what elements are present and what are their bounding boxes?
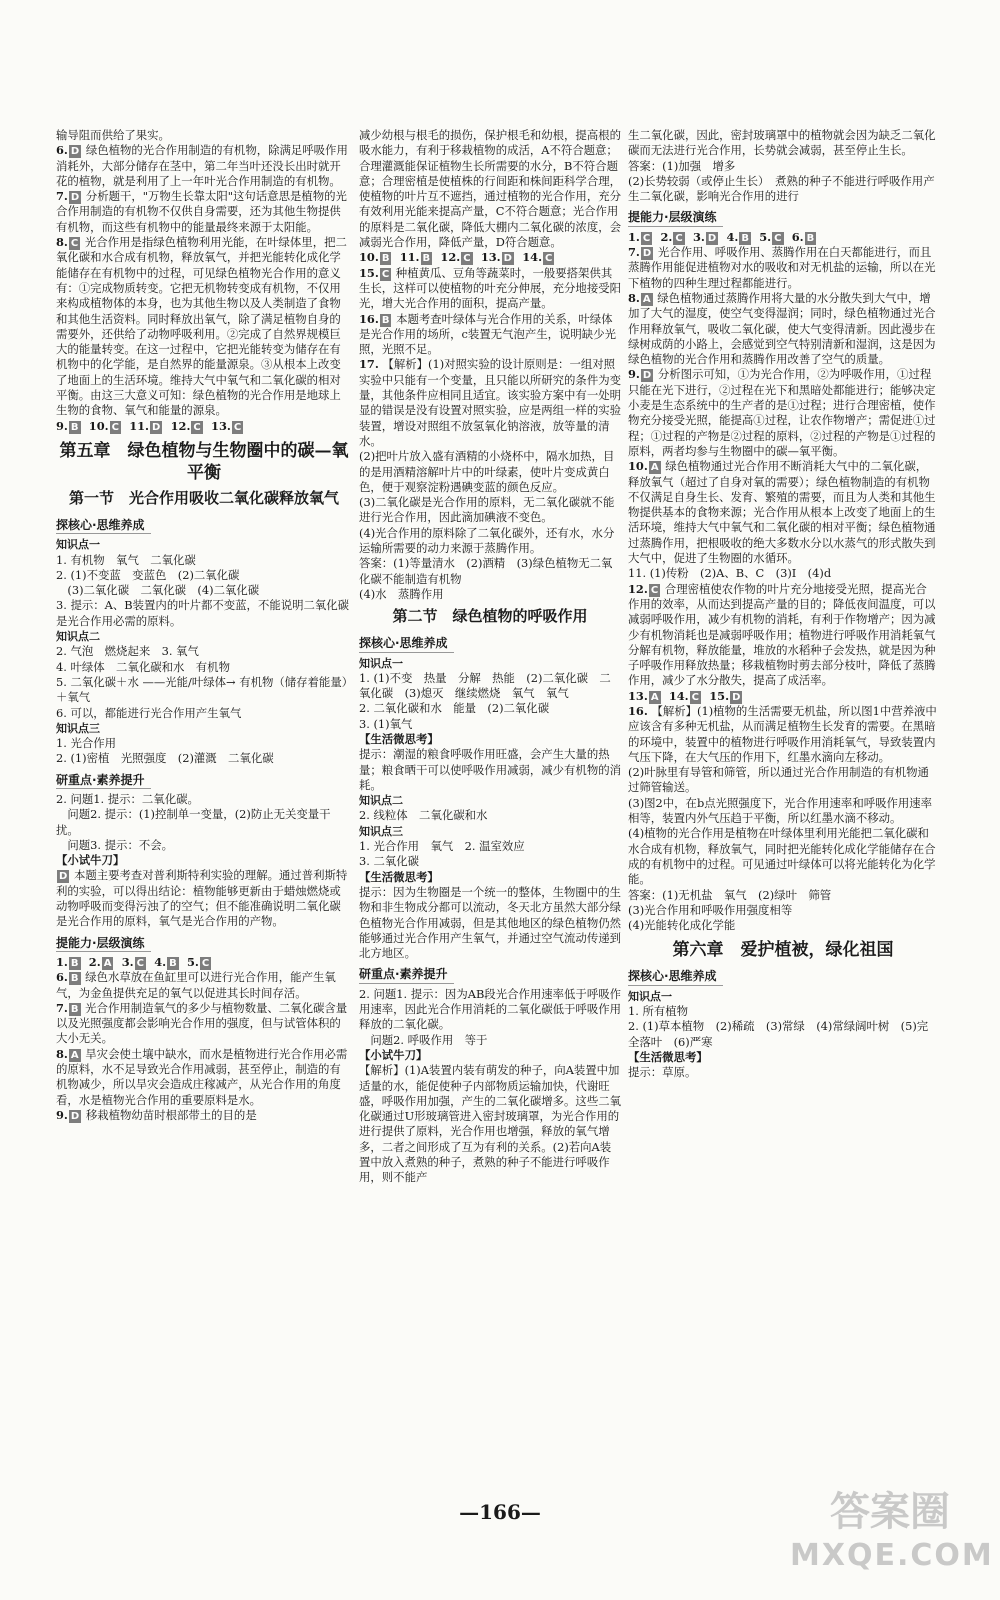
paragraph: 3. 提示：A、B装置内的叶片都不变蓝，不能说明二氧化碳是光合作用必需的原料。 — [56, 598, 350, 628]
answer-badge: A — [103, 957, 112, 969]
answer-number: 11. — [399, 250, 420, 265]
question-item — [628, 245, 938, 291]
question-item — [56, 1047, 352, 1108]
bracket-heading: 【小试牛刀】 — [359, 1047, 428, 1062]
question-explanation: 合理密植使农作物的叶片充分地接受光照，提高光合作用的效率，从而达到提高产量的目的；降低夜间温度，可以减弱呼吸作用，减少有机物的消耗，有利于作物增产；因为减少有机物消耗也是减弱呼吸作用；植物进行呼吸作用消耗氧气分解有机物，释放能量，堆放的水稻种子会发热，就是因为种子呼吸作用释放热量；移栽植物时剪去部分枝叶，降低了蒸腾作用，减少了水分散失，提高了成活率。 — [628, 581, 936, 688]
answer-number: 10. — [359, 250, 379, 265]
answer-badge: B — [70, 973, 79, 985]
bracket-heading: 【生活微思考】 — [628, 1049, 708, 1064]
question-explanation: 绿色植物的光合作用制造的有机物，除满足呼吸作用消耗外，大部分储存在茎中，第二年当叶还没长出时就开花的植物，就是利用了上一年叶光合作用制造的有机物。 — [56, 143, 348, 188]
answer-badge: D — [503, 253, 512, 265]
answer-number: 1. — [56, 954, 68, 969]
question-explanation: 【解析】(1)植物的生活需要无机盐，所以图1中营养液中应该含有多种无机盐，从而满足植物生长发育的需要。在黑暗的环境中，装置中的植物进行呼吸作用消耗氧气，导致装置内气压下降，在大气压的作用下，红墨水滴向左移动。 (2)叶脉里有导管和筛管，所以通过光合作用制造的有机物通过筛管输送。 (3)图2中，在b点光照强度下，光合作用速率和呼吸作用速率相等，装置内外气压趋于平衡，所以红墨水滴不移动。 (4)植物的光合作用是植物在叶绿体里利用光能把二氧化碳和水合成有机物，释放氧气，同时把光能转化成化学能储存在合成的有机物中的过程。可见通过叶绿体可以将光能转化为化学能。 答案：(1)无机盐 氧气 (2)绿叶 筛管 (3)光合作用和呼吸作用强度相等 (4)光能转化成化学能 — [628, 703, 937, 933]
question-number: 9. — [628, 367, 640, 382]
answer-number: 4. — [154, 954, 167, 969]
answer-row — [628, 689, 938, 704]
answer-row — [56, 955, 352, 970]
paragraph: 2. (1)草本植物 (2)稀疏 (3)常绿 (4)常绿阔叶树 (5)完全落叶 (6)严寒 — [628, 1019, 929, 1049]
paragraph: 2. 二氧化碳和水 能量 (2)二氧化碳 — [359, 701, 550, 716]
answer-badge: D — [70, 1110, 80, 1122]
answer-badge: C — [111, 421, 119, 433]
paragraph: 1. (1)不变 热量 分解 热能 (2)二氧化碳 二氧化碳 (3)熄灭 继续燃烧 氧气 氧气 — [359, 670, 611, 701]
question-explanation: 【解析】(1)对照实验的设计原则是：一组对照实验中只能有一个变量，且只能以所研究的条件为变量，其他条件应相同且适宜。该实验方案中有一处明显的错误是没有设置对照实验，应是两组一样的实验装置，增设对照组不放氢氧化钠溶液，放等量的清水。 (2)把叶片放入盛有酒精的小烧杯中，隔水加热，目的是用酒精溶解叶片中的叶绿素，使叶片变成黄白色，便于观察淀粉遇碘变蓝的颜色反应。 (3)二氧化碳是光合作用的原料，无二氧化碳就不能进行光合作用，因此滴加碘液不变色。 (4)光合作用的原料除了二氧化碳外，还有水，水分运输所需要的动力来源于蒸腾作用。 答案：(1)等量清水 (2)酒精 (3)绿色植物无二氧化碳不能制造有机物 (4)水 蒸腾作用 — [359, 357, 621, 601]
paragraph: 提示：潮湿的粮食呼吸作用旺盛，会产生大量的热量；粮食晒干可以使呼吸作用减弱，减少有机物的消耗。 — [359, 747, 621, 792]
knowledge-point-label: 知识点二 — [359, 794, 403, 808]
answer-badge: D — [70, 192, 80, 204]
answer-badge: B — [70, 1003, 79, 1015]
answer-badge: C — [675, 232, 683, 244]
paragraph: 2. 问题1. 提示：因为AB段光合作用速率低于呼吸作用速率，因此光合作用消耗的二氧化碳低于呼吸作用释放的二氧化碳。 问题2. 呼吸作用 等于 — [359, 986, 621, 1047]
section-title: 第一节 光合作用吸收二氧化碳释放氧气 — [68, 488, 339, 507]
question-number: 7. — [56, 189, 68, 204]
answer-number: 13. — [628, 688, 648, 703]
answer-number: 10. — [88, 418, 109, 433]
question-item — [56, 970, 352, 1001]
column-middle — [359, 128, 621, 1186]
question-number: 10. — [628, 459, 648, 474]
column-left — [56, 128, 352, 1123]
knowledge-point-label: 知识点三 — [56, 721, 100, 735]
answer-number: 3. — [121, 954, 134, 969]
answer-badge: A — [650, 691, 659, 703]
answer-badge: D — [59, 871, 68, 883]
knowledge-point-label: 知识点一 — [628, 989, 672, 1003]
paragraph: 2. 线粒体 二氧化碳和水 — [359, 808, 488, 823]
question-number: 8. — [628, 290, 640, 305]
answer-row — [628, 230, 938, 245]
question-explanation: 光合作用制造氧气的多少与植物数量、二氧化碳含量以及光照强度都会影响光合作用的强度，但与试管体积的大小无关。 — [56, 1000, 348, 1046]
paragraph: 2. (1)密植 光照强度 (2)灌溉 二氧化碳 — [56, 751, 274, 766]
bracket-heading: 【生活微思考】 — [359, 869, 439, 884]
subsection-heading: 研重点·素养提升 — [56, 773, 151, 789]
question-item — [628, 367, 938, 459]
question-item — [56, 868, 352, 929]
question-item — [56, 189, 352, 235]
answer-number: 11. — [129, 418, 150, 433]
question-explanation: 本题考查叶绿体与光合作用的关系，叶绿体是光合作用的场所，c装置无气泡产生，说明缺少光照，光照不足。 — [359, 311, 616, 357]
answer-badge: B — [70, 421, 79, 433]
answer-number: 12. — [440, 250, 461, 265]
question-item — [359, 266, 621, 312]
answer-number: 5. — [759, 229, 772, 244]
answer-badge: B — [422, 253, 431, 265]
answer-number: 12. — [170, 418, 191, 433]
paragraph: 【解析】(1)A装置内装有萌发的种子，向A装置中加适量的水，能促使种子内部物质运输加快，代谢旺盛，呼吸作用加强，产生的二氧化碳增多。这些二氧化碳通过U形玻璃管进入密封玻璃罩，为光合作用的进行提供了原料，光合作用也增强，释放的氧气增多，二者之间形成了互为有利的关系。(2)若向A装置中放入煮熟的种子，煮熟的种子不能进行呼吸作用，则不能产 — [359, 1063, 621, 1185]
question-explanation: 移栽植物幼苗时根部带土的目的是 — [85, 1107, 257, 1122]
paragraph: 5. 二氧化碳＋水 ——光能/叶绿体→ 有机物（储存着能量）＋氧气 — [56, 674, 348, 705]
question-number: 7. — [628, 245, 640, 260]
question-item — [628, 582, 938, 689]
answer-badge: C — [545, 253, 553, 265]
question-item — [56, 1001, 352, 1047]
paragraph: 1. 有机物 氧气 二氧化碳 — [56, 552, 196, 567]
question-number: 6. — [56, 143, 68, 158]
answer-number: 14. — [522, 250, 543, 265]
answer-badge: C — [642, 232, 651, 244]
answer-number: 9. — [56, 418, 68, 433]
knowledge-point-label: 知识点三 — [359, 824, 403, 838]
paragraph: 1. 所有植物 — [628, 1004, 689, 1019]
answer-number: 2. — [88, 954, 101, 969]
paragraph: 减少幼根与根毛的损伤，保护根毛和幼根，提高根的吸水能力，有利于移栽植物的成活，A不符合题意；合理灌溉能保证植物生长所需要的水分，B不符合题意；合理密植是使植株的行间距和株间距科学合理，使植物的叶片互不遮挡，通过植物的光合作用，充分有效利用光能来提高产量，C不符合题意；光合作用的原料是二氧化碳，降低大棚内二氧化碳的浓度，会减弱光合作用，降低产量，D符合题意。 — [359, 128, 621, 250]
answer-badge: B — [169, 957, 177, 969]
question-explanation: 本题主要考查对普利斯特利实验的理解。通过普利斯特利的实验，可以得出结论：植物能够更新由于蜡烛燃烧或动物呼吸而变得污浊了的空气；但不能准确说明二氧化碳是光合作用的原料，氧气是光合作用的产物。 — [56, 868, 348, 929]
paragraph: 1. 光合作用 氧气 2. 温室效应 — [359, 839, 525, 854]
answer-badge: D — [707, 232, 717, 244]
answer-badge: C — [381, 268, 390, 280]
watermark-logo: 答案圈 MXQE.COM — [790, 1489, 994, 1573]
answer-badge: C — [650, 584, 659, 596]
question-number: 7. — [56, 1000, 68, 1015]
question-explanation: 光合作用、呼吸作用、蒸腾作用在白天都能进行，而且蒸腾作用能促进植物对水的吸收和对无机盐的运输，所以在光下植物的四种生理过程都能进行。 — [628, 245, 936, 290]
question-explanation: 绿色植物通过光合作用不断消耗大气中的二氧化碳，释放氧气（超过了自身对氧的需要）；绿色植物制造的有机物不仅满足自身生长、发育、繁殖的需要，而且为人类和其他生物提供基本的食物来源；光合作用从根本上改变了地面上的生活环境，维持大气中氧气和二氧化碳的相对平衡；绿色植物通过蒸腾作用，把根吸收的绝大多数水分以水蒸气的形式散失到大气中，促进了生物圈的水循环。 — [628, 459, 936, 566]
answer-badge: B — [381, 253, 390, 265]
answer-badge: C — [233, 421, 242, 433]
paragraph: 2. 问题1. 提示：二氧化碳。 问题2. 提示：(1)控制单一变量，(2)防止无关变量干扰。 问题3. 提示：不会。 — [56, 791, 331, 852]
answer-number: 2. — [660, 229, 673, 244]
answer-badge: B — [70, 957, 79, 969]
answer-badge: C — [70, 238, 79, 250]
answer-badge: D — [152, 421, 161, 433]
answer-badge: D — [70, 146, 80, 158]
answer-badge: A — [650, 462, 659, 474]
answer-number: 4. — [726, 229, 739, 244]
question-explanation: 绿色植物通过蒸腾作用将大量的水分散失到大气中，增加了大气的湿度，使空气变得湿润；同时，绿色植物通过光合作用释放氧气，吸收二氧化碳，使大气变得清新。因此漫步在绿树成荫的小路上，会感觉到空气特别清新和湿润，这是因为绿色植物的光合作用和蒸腾作用改善了空气的质量。 — [628, 290, 936, 367]
paragraph: 11. (1)传粉 (2)A、B、C (3)Ⅰ (4)d — [628, 566, 832, 581]
answer-number: 13. — [211, 418, 231, 433]
answer-number: 6. — [791, 229, 804, 244]
knowledge-point-label: 知识点一 — [56, 538, 100, 552]
knowledge-point-label: 知识点二 — [56, 630, 100, 644]
question-item — [628, 291, 938, 367]
question-explanation: 光合作用是指绿色植物利用光能，在叶绿体里，把二氧化碳和水合成有机物，释放氧气，并把光能转化成化学能储存在有机物中的过程，可见绿色植物光合作用的意义有：①完成物质转变。它把无机物转变成有机物，不仅用来构成植物体的本身，也为其他生物以及人类制造了食物和其他生活资料。同时释放出氧气，除了满足植物自身的需要外，还供给了动物呼吸利用。②完成了自然界规模巨大的能量转变。在这一过程中，它把光能转变为储存在有机物中的化学能，是自然界的能量源泉。③从根本上改变了地面上的生活环境。维持大气中氧气和二氧化碳的相对平衡。由这三大意义可知：绿色植物的光合作用是地球上生物的食物、氧气和能量的源泉。 — [56, 235, 347, 418]
answer-badge: C — [774, 232, 782, 244]
paragraph: 3. 二氧化碳 — [359, 854, 420, 869]
answer-badge: A — [70, 1049, 79, 1061]
question-number: 8. — [56, 235, 68, 250]
page-number: —166— — [459, 1500, 541, 1524]
subsection-heading: 研重点·素养提升 — [359, 967, 454, 983]
question-item — [56, 235, 352, 419]
answer-number: 14. — [668, 688, 689, 703]
answer-number: 13. — [480, 250, 501, 265]
question-number: 17. — [359, 357, 379, 372]
question-explanation: 绿色水草放在鱼缸里可以进行光合作用，能产生氧气，为金鱼提供充足的氧气以促进其长时间存活。 — [56, 970, 336, 1000]
answer-badge: C — [201, 957, 210, 969]
question-number: 15. — [359, 265, 379, 280]
bracket-heading: 【生活微思考】 — [359, 731, 439, 746]
answer-badge: B — [381, 314, 390, 326]
answer-badge: C — [463, 253, 471, 265]
question-explanation: 种植黄瓜、豆角等蔬菜时，一般要搭架供其生长，这样可以使植物的叶充分伸展，充分地接受阳光，增大光合作用的面积，提高产量。 — [359, 265, 621, 311]
subsection-heading: 探核心·思维养成 — [628, 969, 723, 985]
column-right — [628, 128, 938, 1081]
question-explanation: 分析图示可知，①为光合作用，②为呼吸作用，①过程只能在光下进行，②过程在光下和黑暗处都能进行；能够决定小麦是生态系统中的生产者的是①过程；进行合理密植，使作物充分接受光照，能提高①过程，让农作物增产；需促进①过程；①过程的产物是②过程的原料，②过程的产物是①过程的原料，两者均参与生物圈中的碳—氧平衡。 — [628, 367, 936, 458]
paragraph: 提示：草原。 — [628, 1065, 697, 1080]
answer-number: 15. — [709, 688, 730, 703]
answer-badge: D — [642, 370, 652, 382]
paragraph: 4. 叶绿体 二氧化碳和水 有机物 — [56, 659, 230, 674]
subsection-heading: 探核心·思维养成 — [56, 518, 151, 534]
question-explanation: 旱灾会使土壤中缺水，而水是植物进行光合作用必需的原料，水不足导致光合作用减弱，甚至停止，制造的有机物减少，所以旱灾会造成庄稼减产，从光合作用的角度看，水是植物光合作用的重要原料是水。 — [56, 1046, 348, 1107]
paragraph: 6. 可以，都能进行光合作用产生氧气 — [56, 705, 242, 720]
answer-number: 3. — [693, 229, 705, 244]
chapter-title: 第六章 爱护植被，绿化祖国 — [672, 940, 894, 961]
paragraph: 生二氧化碳，因此，密封玻璃罩中的植物就会因为缺乏二氧化碳而无法进行光合作用，长势就会减弱，甚至停止生长。 答案：(1)加强 增多 (2)长势较弱（或停止生长） 煮熟的种子不能进行呼吸作用产生二氧化碳，影响光合作用的进行 — [628, 128, 936, 204]
paragraph: 3. (1)氧气 — [359, 716, 413, 731]
question-number: 9. — [56, 1107, 68, 1122]
answer-row — [359, 250, 621, 265]
paragraph: 提示：因为生物圈是一个统一的整体，生物圈中的生物和非生物成分都可以流动，冬天北方虽然大部分绿色植物光合作用减弱，但是其他地区的绿色植物仍然能够通过光合作用产生氧气，并通过空气流动传递到北方地区。 — [359, 884, 621, 961]
knowledge-point-label: 知识点一 — [359, 656, 403, 670]
question-number: 16. — [628, 703, 648, 718]
answer-badge: B — [741, 232, 749, 244]
question-number: 12. — [628, 581, 648, 596]
question-number: 6. — [56, 970, 68, 985]
answer-badge: D — [732, 691, 741, 703]
subsection-heading: 探核心·思维养成 — [359, 636, 454, 652]
chapter-title: 第五章 绿色植物与生物圈中的碳—氧平衡 — [59, 440, 349, 483]
answer-badge: B — [806, 232, 815, 244]
paragraph: 1. 光合作用 — [56, 736, 117, 751]
answer-badge: D — [642, 248, 652, 260]
question-item — [359, 357, 621, 602]
question-explanation: 分析题干，"万物生长靠太阳"这句话意思是植物的光合作用制造的有机物不仅供自身需要，还为其他生物提供有机物，而这些有机物中的能量最终来源于太阳能。 — [56, 189, 347, 234]
question-item — [56, 1108, 352, 1123]
paragraph: 输导阻而供给了果实。 — [56, 128, 170, 142]
answer-row — [56, 419, 352, 434]
bracket-heading: 【小试牛刀】 — [56, 853, 125, 868]
answer-number: 1. — [628, 229, 640, 244]
question-item — [628, 704, 938, 933]
question-item — [56, 143, 352, 189]
paragraph: 2. (1)不变蓝 变蓝色 (2)二氧化碳 (3)二氧化碳 二氧化碳 (4)二氧化碳 — [56, 567, 260, 598]
answer-badge: C — [136, 957, 144, 969]
section-title: 第二节 绿色植物的呼吸作用 — [392, 607, 588, 626]
question-number: 16. — [359, 311, 379, 326]
question-number: 8. — [56, 1046, 68, 1061]
subsection-heading: 提能力·层级演练 — [628, 210, 723, 226]
answer-badge: C — [691, 691, 699, 703]
paragraph: 2. 气泡 燃烧起来 3. 氧气 — [56, 644, 199, 659]
question-item — [628, 459, 938, 566]
answer-badge: A — [642, 293, 651, 305]
question-item — [359, 312, 621, 358]
answer-number: 5. — [186, 954, 199, 969]
answer-badge: C — [193, 421, 201, 433]
subsection-heading: 提能力·层级演练 — [56, 936, 151, 952]
